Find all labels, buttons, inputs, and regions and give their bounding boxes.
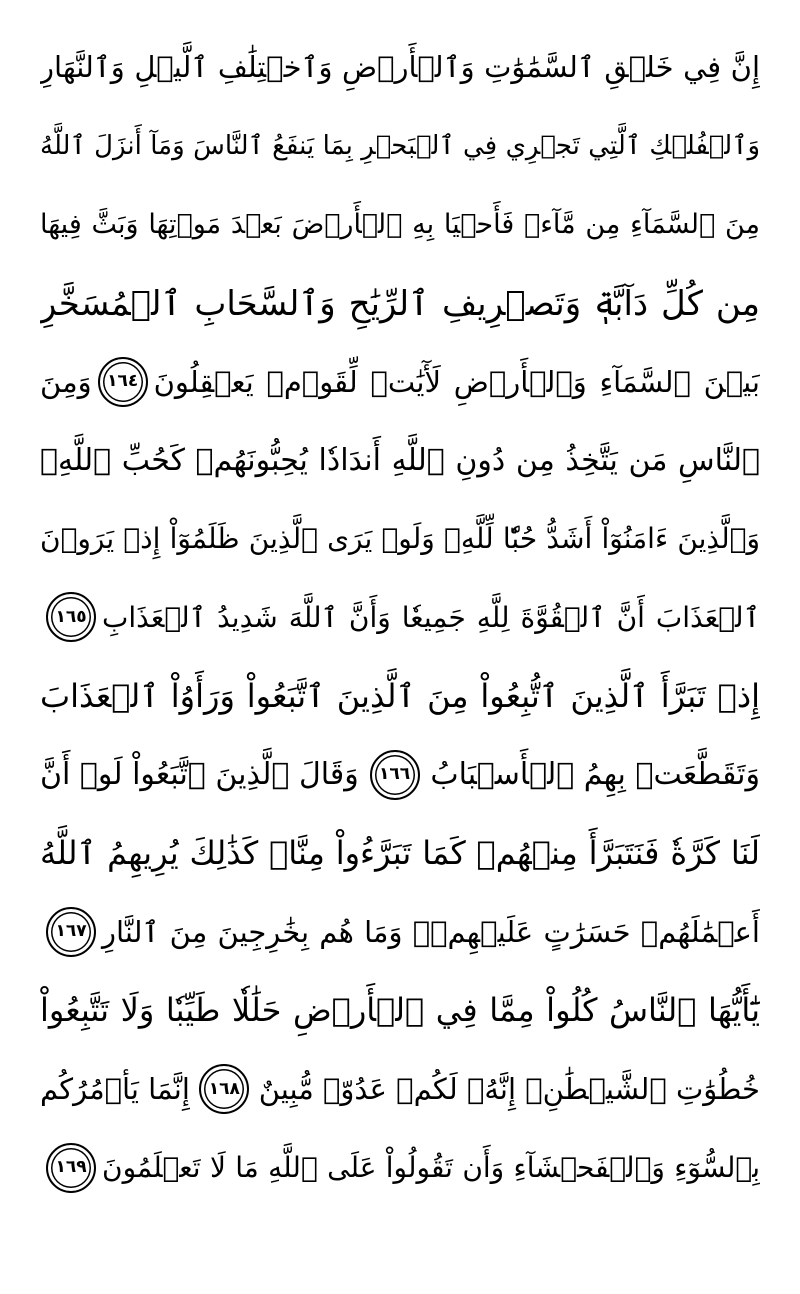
ayah-number-marker: ١٦٦ [370,750,420,800]
text-line-15 [40,1128,760,1207]
line-text: وَٱلۡفُلۡكِ ٱلَّتِي تَجۡرِي فِي ٱلۡبَحۡرِ بِمَا يَنفَعُ ٱلنَّاسَ وَمَآ أَنزَلَ ٱللَّهُ [40,130,760,161]
line-text-before-marker: بِٱلسُّوٓءِ وَٱلۡفَحۡشَآءِ وَأَن تَقُولُواْ عَلَى ٱللَّهِ مَا لَا تَعۡلَمُونَ [102,1151,760,1185]
text-line-5 [40,342,760,421]
line-text: يَٰٓأَيُّهَا ٱلنَّاسُ كُلُواْ مِمَّا فِي ٱلۡأَرۡضِ حَلَٰلٗا طَيِّبٗا وَلَا تَتَّبِعُواْ [40,991,760,1030]
ayah-number-marker: ١٦٥ [46,592,96,642]
line-text-after-marker: وَمِنَ [40,364,92,399]
line-text-before-marker: ٱلۡعَذَابَ أَنَّ ٱلۡقُوَّةَ لِلَّهِ جَمِيعٗا وَأَنَّ ٱللَّهَ شَدِيدُ ٱلۡعَذَابِ [102,600,760,634]
text-line-11 [40,814,760,893]
line-text: مِنَ ٱلسَّمَآءِ مِن مَّآءٖ فَأَحۡيَا بِهِ ٱلۡأَرۡضَ بَعۡدَ مَوۡتِهَا وَبَثَّ فِيهَا [40,208,760,240]
text-line-3 [40,185,760,264]
line-text: إِذۡ تَبَرَّأَ ٱلَّذِينَ ٱتُّبِعُواْ مِنَ ٱلَّذِينَ ٱتَّبَعُواْ وَرَأَوُاْ ٱلۡعَذَابَ [40,677,760,716]
text-line-2 [40,107,760,186]
text-line-14 [40,1050,760,1129]
line-text-before-marker: بَيۡنَ ٱلسَّمَآءِ وَٱلۡأَرۡضِ لَأٓيَٰتٖ لِّقَوۡمٖ يَعۡقِلُونَ [153,364,760,399]
text-line-6 [40,421,760,500]
text-line-10 [40,735,760,814]
ayah-number-marker: ١٦٩ [46,1143,96,1193]
text-line-13 [40,971,760,1050]
line-text-before-marker: خُطُوَٰتِ ٱلشَّيۡطَٰنِۚ إِنَّهُۥ لَكُمۡ عَدُوّٞ مُّبِينٌ [258,1072,760,1107]
ayah-number-marker: ١٦٨ [199,1064,249,1114]
text-line-8 [40,578,760,657]
line-text: وَٱلَّذِينَ ءَامَنُوٓاْ أَشَدُّ حُبّٗا لِّلَّهِۗ وَلَوۡ يَرَى ٱلَّذِينَ ظَلَمُوٓاْ إِذۡ يَرَوۡنَ [40,522,760,556]
text-line-12 [40,893,760,972]
line-text: لَنَا كَرَّةٗ فَنَتَبَرَّأَ مِنۡهُمۡ كَمَا تَبَرَّءُواْ مِنَّاۗ كَذَٰلِكَ يُرِيهِمُ ٱللَّهُ [40,834,760,873]
text-line-9 [40,657,760,736]
line-text: إِنَّ فِي خَلۡقِ ٱلسَّمَٰوَٰتِ وَٱلۡأَرۡضِ وَٱخۡتِلَٰفِ ٱلَّيۡلِ وَٱلنَّهَارِ [40,50,760,85]
ayah-number-marker: ١٦٧ [46,907,96,957]
text-line-1 [40,28,760,107]
line-text-after-marker: وَقَالَ ٱلَّذِينَ ٱتَّبَعُواْ لَوۡ أَنَّ [40,757,359,793]
line-text-before-marker: أَعۡمَٰلَهُمۡ حَسَرَٰتٍ عَلَيۡهِمۡۖ وَمَا هُم بِخَٰرِجِينَ مِنَ ٱلنَّارِ [102,914,760,949]
text-line-4 [40,264,760,343]
line-text-before-marker: وَتَقَطَّعَتۡ بِهِمُ ٱلۡأَسۡبَابُ [430,757,760,793]
text-line-7 [40,500,760,579]
line-text-after-marker: إِنَّمَا يَأۡمُرُكُم [40,1072,190,1107]
line-text: ٱلنَّاسِ مَن يَتَّخِذُ مِن دُونِ ٱللَّهِ أَندَادٗا يُحِبُّونَهُمۡ كَحُبِّ ٱللَّهِۖ [40,442,760,478]
ayah-number-marker: ١٦٤ [98,357,148,407]
line-text: مِن كُلِّ دَآبَّةٖ وَتَصۡرِيفِ ٱلرِّيَٰحِ وَٱلسَّحَابِ ٱلۡمُسَخَّرِ [40,283,760,324]
